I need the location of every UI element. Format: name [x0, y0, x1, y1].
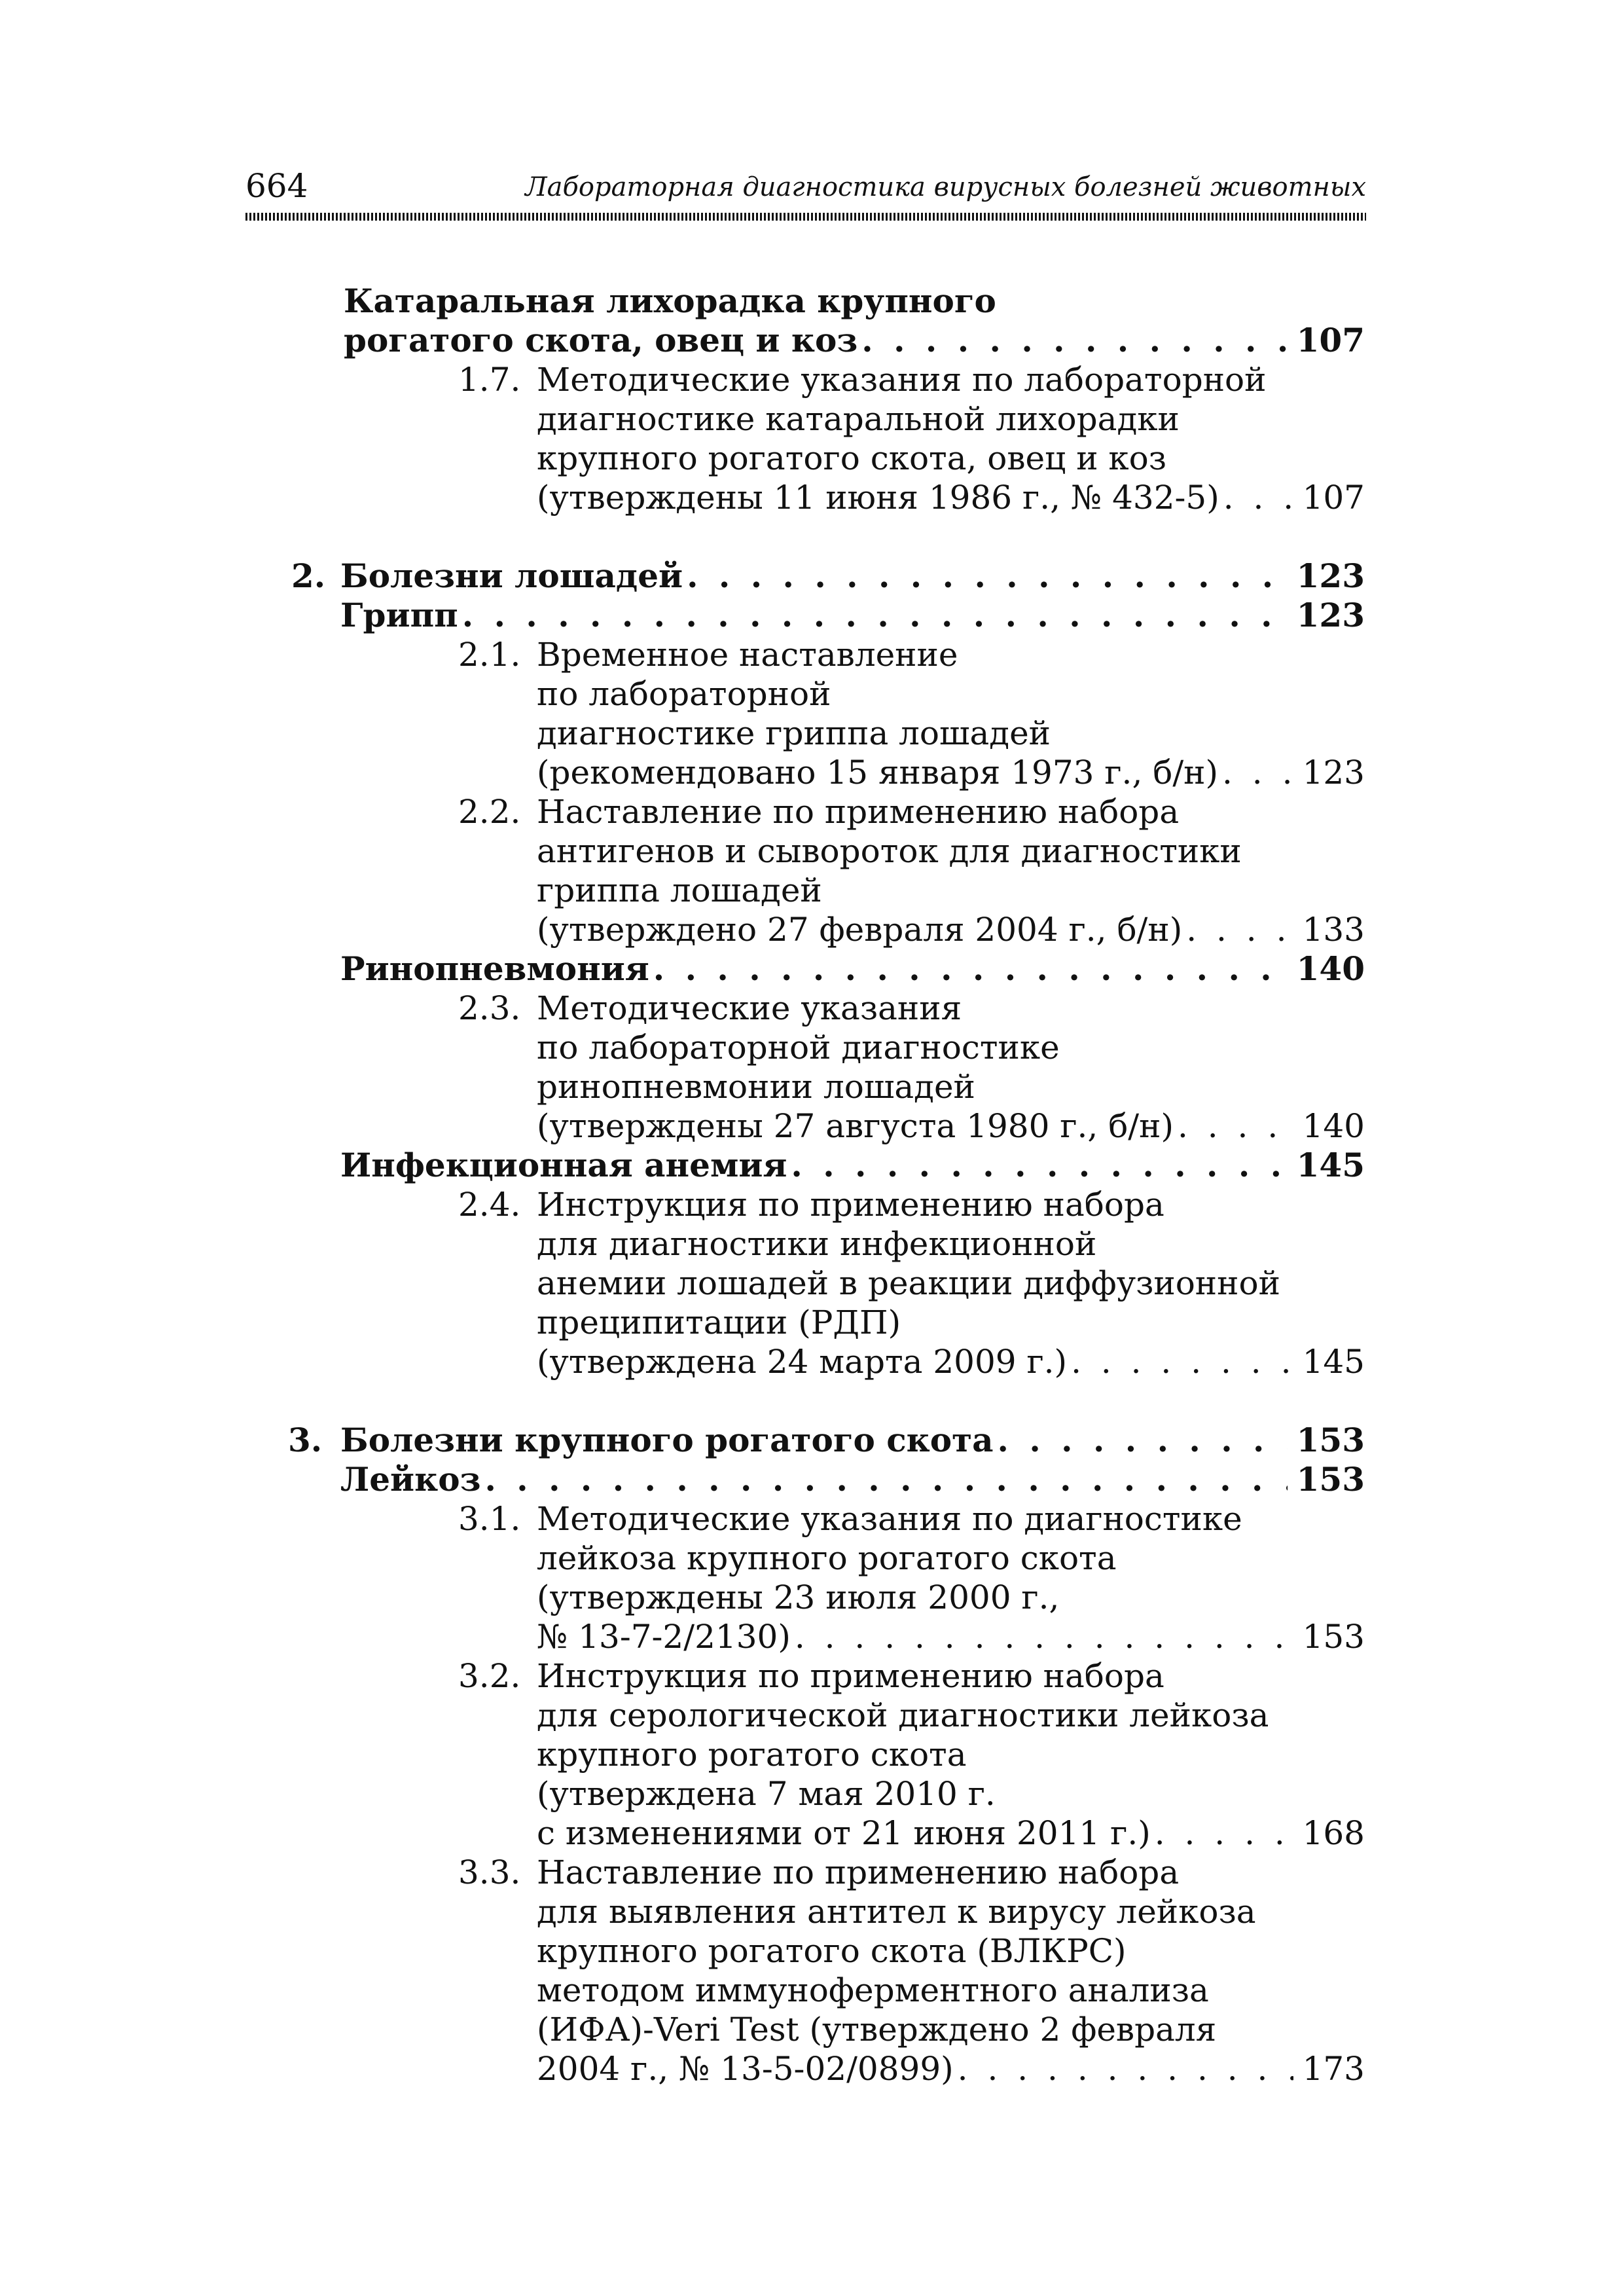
toc-page-number: 153: [1302, 1618, 1365, 1656]
toc-subheading: Ринопневмония . . . 140: [340, 949, 1365, 989]
toc-entry-line: Временное наставление: [537, 636, 958, 674]
dot-leader: [1178, 1106, 1293, 1146]
toc-entry-line: антигенов и сывороток для диагностики: [537, 832, 1242, 870]
toc-entry-line: Наставление по применению набора: [537, 793, 1180, 831]
toc-entry-line: (утверждены 23 июля 2000 г.,: [537, 1578, 1060, 1616]
dot-leader: [687, 556, 1288, 596]
toc-entry-line: диагностике катаральной лихорадки: [537, 400, 1180, 438]
dot-leader: [462, 596, 1288, 635]
toc-entry-line: с изменениями от 21 июня 2011 г.) . . . 168: [537, 1813, 1365, 1853]
toc-entry-line: анемии лошадей в реакции диффузионной: [537, 1264, 1280, 1302]
toc-entry-line: лейкоза крупного рогатого скота: [537, 1539, 1117, 1577]
toc-page-number: 145: [1296, 1146, 1365, 1184]
toc-entry-line: Инструкция по применению набора: [537, 1657, 1164, 1695]
toc-entry-line: 2004 г., № 13-5-02/0899) . . . 173: [537, 2049, 1365, 2088]
toc-entry-line: Методические указания по лабораторной: [537, 361, 1267, 399]
toc-entry-line: (ИФА)-Veri Test (утверждено 2 февраля: [537, 2011, 1217, 2049]
toc-page-number: 107: [1302, 479, 1365, 517]
toc-entry-line: крупного рогатого скота, овец и коз: [537, 439, 1167, 477]
toc-page-number: 153: [1296, 1421, 1365, 1459]
toc-entry-number: 2.4.: [458, 1186, 521, 1224]
toc-subheading: Инфекционная анемия . . . 145: [340, 1146, 1365, 1185]
toc-entry-number: 3.3.: [458, 1853, 521, 1891]
toc-subheading: Лейкоз . . . 153: [340, 1460, 1365, 1499]
toc-entry-number: 2.1.: [458, 636, 521, 674]
toc-entry-line: (утверждено 27 февраля 2004 г., б/н) . . . 133: [537, 910, 1365, 949]
toc-entry-line: Наставление по применению набора: [537, 1853, 1180, 1891]
toc-entry-line: (рекомендовано 15 января 1973 г., б/н) . . . 123: [537, 753, 1365, 792]
dot-leader: [484, 1460, 1287, 1499]
toc-subheading: Катаральная лихорадка крупного: [344, 282, 996, 320]
toc-entry-line: преципитации (РДП): [537, 1303, 901, 1341]
dot-leader: [653, 949, 1288, 989]
toc-entry-line: гриппа лошадей: [537, 871, 822, 909]
toc-entry-line: ринопневмонии лошадей: [537, 1068, 975, 1106]
dot-leader: [1223, 478, 1293, 517]
toc-page-number: 123: [1296, 596, 1365, 634]
toc-entry-line: по лабораторной диагностике: [537, 1029, 1060, 1066]
toc-entry-line: для выявления антител к вирусу лейкоза: [537, 1893, 1256, 1931]
toc-page-number: 140: [1296, 949, 1365, 988]
toc-section-heading: Болезни крупного рогатого скота . . . 153: [340, 1421, 1365, 1460]
toc-entry-line: диагностике гриппа лошадей: [537, 714, 1051, 752]
dot-leader: [1155, 1813, 1293, 1853]
toc-subheading: Грипп . . . 123: [340, 596, 1365, 635]
dot-leader: [1222, 753, 1293, 792]
toc-page-number: 107: [1296, 321, 1365, 359]
toc-entry-number: 3.2.: [458, 1657, 521, 1695]
toc-entry-line: методом иммуноферментного анализа: [537, 1971, 1209, 2009]
toc-entry-number: 3.1.: [458, 1500, 521, 1538]
toc-page-number: 140: [1302, 1107, 1365, 1145]
toc-entry-line: (утверждена 24 марта 2009 г.) . . . 145: [537, 1342, 1365, 1381]
toc-entry-line: (утверждены 27 августа 1980 г., б/н) . . . 140: [537, 1106, 1365, 1146]
toc-page-number: 123: [1296, 556, 1365, 595]
dot-leader: [1071, 1342, 1293, 1381]
toc-entry-line: крупного рогатого скота: [537, 1736, 967, 1774]
running-title: Лабораторная диагностика вирусных болезней животных: [525, 172, 1366, 202]
toc-page-number: 123: [1302, 754, 1365, 792]
toc-page-number: 145: [1302, 1343, 1365, 1381]
dot-leader: [791, 1146, 1287, 1185]
toc-page-number: 153: [1296, 1460, 1365, 1499]
toc-entry-line: Методические указания: [537, 989, 962, 1027]
toc-entry-number: 2.3.: [458, 989, 521, 1027]
toc-entry-line: (утверждены 11 июня 1986 г., № 432-5) . . . 107: [537, 478, 1365, 517]
toc-page-number: 168: [1302, 1814, 1365, 1852]
toc-section-heading: Болезни лошадей . . . 123: [340, 556, 1365, 596]
dot-leader: [1186, 910, 1293, 949]
toc-entry-number: 1.7.: [458, 361, 521, 399]
toc-page-number: 133: [1302, 911, 1365, 949]
toc-section-number: 3.: [288, 1421, 323, 1459]
toc-entry-line: крупного рогатого скота (ВЛКРС): [537, 1932, 1127, 1970]
toc-section-number: 2.: [291, 556, 326, 595]
toc-subheading: рогатого скота, овец и коз . . . 107: [344, 321, 1365, 360]
toc-entry-line: № 13-7-2/2130) . . . 153: [537, 1617, 1365, 1656]
dot-leader: [861, 321, 1287, 360]
toc-entry-number: 2.2.: [458, 793, 521, 831]
toc-entry-line: для серологической диагностики лейкоза: [537, 1696, 1269, 1734]
dot-leader: [998, 1421, 1288, 1460]
dot-leader: [795, 1617, 1293, 1656]
toc-entry-line: для диагностики инфекционной: [537, 1225, 1097, 1263]
toc-entry-line: по лабораторной: [537, 675, 831, 713]
page-number: 664: [245, 167, 308, 205]
dot-leader: [958, 2049, 1293, 2088]
toc-entry-line: Методические указания по диагностике: [537, 1500, 1242, 1538]
toc-entry-line: Инструкция по применению набора: [537, 1186, 1164, 1224]
toc-page-number: 173: [1302, 2050, 1365, 2088]
toc-entry-line: (утверждена 7 мая 2010 г.: [537, 1775, 996, 1813]
